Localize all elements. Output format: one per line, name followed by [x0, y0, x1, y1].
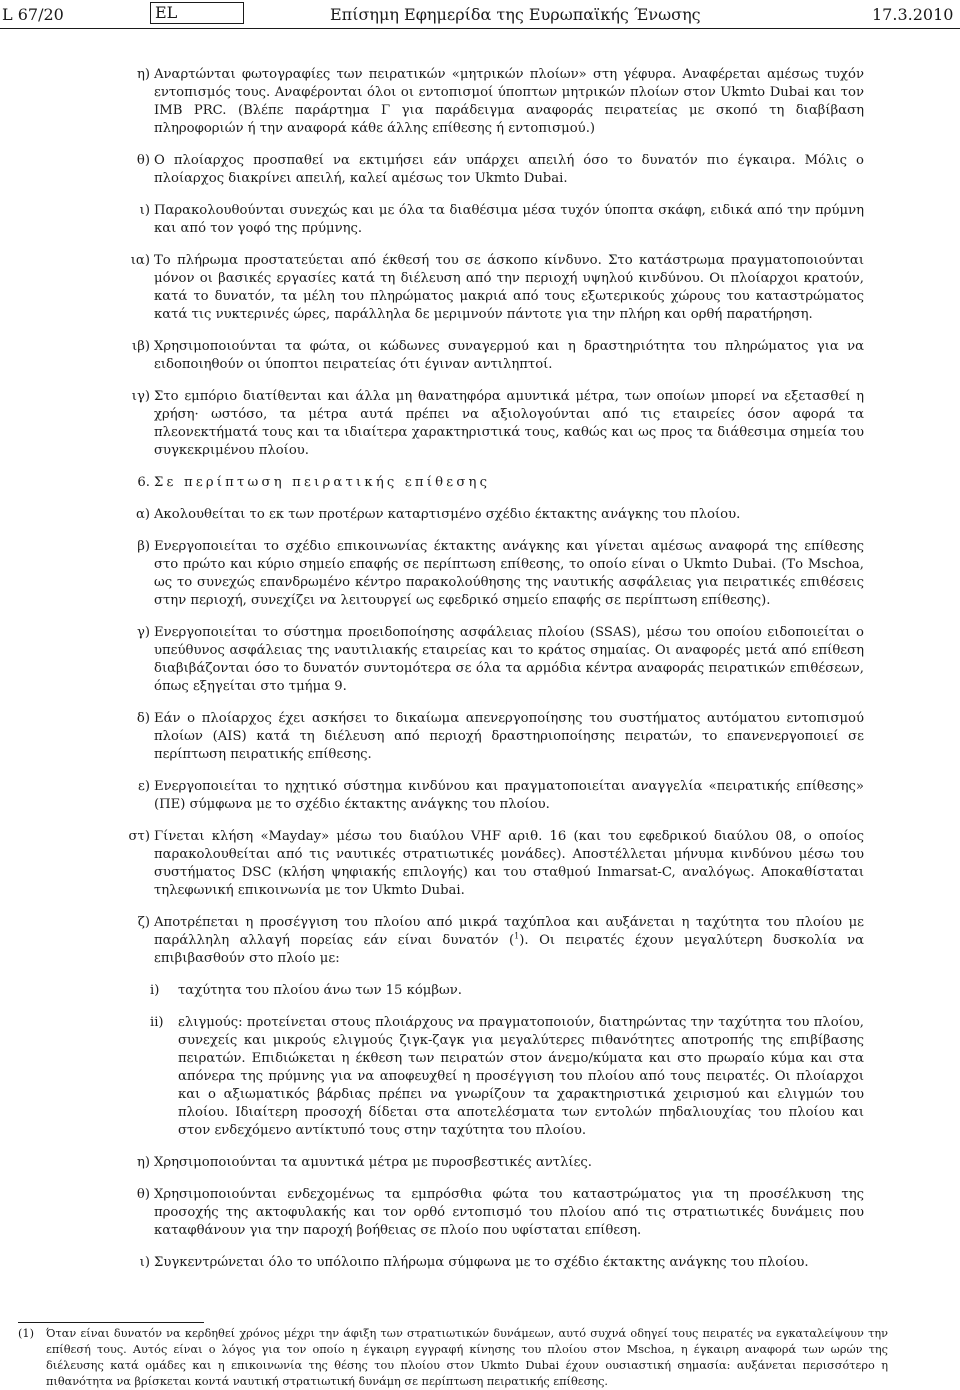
- list-item: ιβ) Χρησιμοποιούνται τα φώτα, οι κώδωνες συναγερμού και η δραστηριότητα του πληρώματος για να ειδοποιηθούν οι ύποπτοι πειρατείας ότι έγιναν αντιληπτοί.: [132, 339, 864, 372]
- footnote-rule: [18, 1322, 204, 1323]
- list-item: ι) Συγκεντρώνεται όλο το υπόλοιπο πλήρωμα σύμφωνα με το σχέδιο έκτακτης ανάγκης του πλοίου.: [139, 1255, 809, 1270]
- header-rule: [0, 28, 960, 29]
- list-item: στ) Γίνεται κλήση «Mayday» μέσω του διαύλου VHF αριθ. 16 (και του εφεδρικού διαύλου 08, ο οποίος παρακολουθείται από τις ναυτικές στρατιωτικές μονάδες). Αποστέλλεται μήνυμα κινδύνου μέσω του συστήματος DSC (κλήση ψηφιακής επιλογής) και του σταθμού Inmarsat-C, αναλόγως. Αποκαθίσταται τηλεφωνική επικοινωνία με τον Ukmto Dubai.: [128, 829, 864, 898]
- list-item: γ) Ενεργοποιείται το σύστημα προειδοποίησης ασφάλειας πλοίου (SSAS), μέσω του οποίου ειδοποιείται ο υπεύθυνος ασφάλειας της ναυτιλιακής εταιρείας και το κράτος σημαίας. Οι αναφορές μετά από επίθεση διαβιβάζονται όσο το δυνατόν συντομότερα σε όλα τα αρμόδια κέντρα αναφοράς πειρατικών επιθέσεων, όπως εξηγείται στο τμήμα 9.: [136, 625, 864, 694]
- sub-list-item: i) ταχύτητα του πλοίου άνω των 15 κόμβων.: [150, 983, 462, 998]
- footnote-reference: 1: [514, 931, 520, 941]
- list-item: η) Χρησιμοποιούνται τα αμυντικά μέτρα με πυροσβεστικές αντλίες.: [136, 1155, 593, 1170]
- publication-date: 17.3.2010: [872, 5, 954, 24]
- list-item: ια) Το πλήρωμα προστατεύεται από έκθεσή του σε άσκοπο κίνδυνο. Στο κατάστρωμα πραγματοποιούνται μόνον οι βασικές εργασίες κατά τη διέλευση από την περιοχή υψηλού κινδύνου. Οι πλοίαρχοι κρατούν, κατά το δυνατόν, τα μέλη του πληρώματος μακριά από τους εξωτερικούς χώρους του καταστρώματος κατά τις νυκτερινές ώρες, παράλληλα δε μεριμνούν πάντοτε για την πλήρη και ορθή παρατήρηση.: [130, 253, 864, 322]
- document-body: [108, 66, 864, 1286]
- list-item: β) Ενεργοποιείται το σχέδιο επικοινωνίας έκτακτης ανάγκης και γίνεται αμέσως αναφορά της επίθεσης στο πρώτο και κύριο σημείο επαφής σε περίπτωση επίθεσης, το οποίο είναι ο Ukmto Dubai. (Το Mschoa, ως το συνεχώς επανδρωμένο κέντρο παρακολούθησης της ναυτικής ασφάλειας για πειρατικές επιθέσεις στην περιοχή, συνεχίζει να λειτουργεί ως εφεδρικό σημείο επαφής σε περίπτωση επίθεσης).: [137, 539, 864, 608]
- language-badge: EL: [150, 2, 244, 24]
- page-header: [0, 0, 960, 26]
- list-item: ε) Ενεργοποιείται το ηχητικό σύστημα κινδύνου και πραγματοποιείται αναγγελία «πειρατικής επίθεσης» (ΠΕ) σύμφωνα με το σχέδιο έκτακτης ανάγκης του πλοίου.: [138, 779, 864, 812]
- list-item: θ) Χρησιμοποιούνται ενδεχομένως τα εμπρόσθια φώτα του καταστρώματος για τη προσέλκυση της προσοχής της ακτοφυλακής και τον ορθό εντοπισμό του πλοίου από τις στρατιωτικές δυνάμεις που καταφθάνουν για την παροχή βοήθειας σε πλοίο που υφίσταται επίθεση.: [136, 1187, 864, 1238]
- journal-title: Επίσημη Εφημερίδα της Ευρωπαϊκής Ένωσης: [330, 5, 701, 24]
- list-item: α) Ακολουθείται το εκ των προτέρων καταρτισμένο σχέδιο έκτακτης ανάγκης του πλοίου.: [135, 507, 741, 522]
- footnote: (1) Όταν είναι δυνατόν να κερδηθεί χρόνος μέχρι την άφιξη των στρατιωτικών δυνάμεων, αυτό συχνά οδηγεί τους πειρατές να εγκαταλείψουν την επίθεσή τους. Αυτός είναι ο λόγος για τον οποίο η έγκαιρη εγγραφή κίνησης του πλοίου στον Mschoa, η έγκαιρη αναφορά των ωρών της διέλευσης κατά ομάδες και η επικοινωνία της θέσης του πλοίου στον Ukmto Dubai έχουν ουσιαστική σημασία: αυξάνεται περισσότερο η πιθανότητα να βρίσκεται κοντά ναυτική στρατιωτική δυνάμη σε περίπτωση πειρατικής επίθεσης.: [18, 1327, 888, 1388]
- list-item: θ) Ο πλοίαρχος προσπαθεί να εκτιμήσει εάν υπάρχει απειλή όσο το δυνατόν πιο έγκαιρα. Μόλις ο πλοίαρχος διακρίνει απειλή, καλεί αμέσως τον Ukmto Dubai.: [136, 153, 864, 186]
- sub-list-item: ii) ελιγμούς: προτείνεται στους πλοιάρχους να πραγματοποιούν, διατηρώντας την ταχύτητα του πλοίου, συνεχείς και μικρούς ελιγμούς ζιγκ-ζαγκ για μεγαλύτερες πιθανότητες αποτροπής της επιβίβασης πειρατών. Επιδιώκεται η έκθεση των πειρατών στον άνεμο/κύματα και στο πρωραίο κύμα και στα απόνερα της πρύμνης για να αποφευχθεί η προσέγγιση του πλοίου από τους πειρατές. Οι πλοίαρχοι και ο αξιωματικός βάρδιας πρέπει να γνωρίζουν τα χαρακτηριστικά χειρισμού και ελιγμών του πλοίου. Ιδιαίτερη προσοχή δίδεται στα αποτελέσματα των εντολών πηδαλιουχίας του πλοίου και στον ενδεχόμενο αντίκτυπό τους στην ταχύτητα του πλοίου.: [150, 1015, 864, 1138]
- section-heading: 6. Σε περίπτωση πειρατικής επίθεσης: [137, 475, 491, 490]
- page-reference: L 67/20: [2, 5, 64, 24]
- list-item: ι) Παρακολουθούνται συνεχώς και με όλα τα διαθέσιμα μέσα τυχόν ύποπτα σκάφη, ειδικά από την πρύμνη και από τον γοφό της πρύμνης.: [139, 203, 864, 236]
- list-item: η) Αναρτώνται φωτογραφίες των πειρατικών «μητρικών πλοίων» στη γέφυρα. Αναφέρεται αμέσως τυχόν εντοπισμός τους. Αναφέρονται όλοι οι εντοπισμοί ύποπτων μητρικών πλοίων στον Ukmto Dubai και τον IMB PRC. (Βλέπε παράρτημα Γ για παράδειγμα αναφοράς πειρατείας με σκοπό τη διαβίβαση πληροφοριών ή την αναφορά κάθε άλλης επίθεσης ή εντοπισμού.): [136, 67, 864, 136]
- list-item: ζ) Αποτρέπεται η προσέγγιση του πλοίου από μικρά ταχύπλοα και αυξάνεται η ταχύτητα του πλοίου με παράλληλη αλλαγή πορείας εάν είναι δυνατόν ($^1$). Οι πειρατές έχουν μεγαλύτερη δυσκολία να επιβιβασθούν στο πλοίο με:: [137, 915, 864, 966]
- list-item: δ) Εάν ο πλοίαρχος έχει ασκήσει το δικαίωμα απενεργοποίησης του συστήματος αυτόματου εντοπισμού πλοίων (AIS) κατά τη διέλευση από περιοχή δραστηριοποίησης πειρατών, το επανενεργοποιεί σε περίπτωση πειρατικής επίθεσης.: [136, 711, 864, 762]
- list-item: ιγ) Στο εμπόριο διατίθενται και άλλα μη θανατηφόρα αμυντικά μέτρα, των οποίων μπορεί να εξετασθεί η χρήση· ωστόσο, τα μέτρα αυτά πρέπει να αξιολογούνται από τις εταιρείες όσον αφορά τα πλεονεκτήματά τους και τα ιδιαίτερα χαρακτηριστικά τους, καθώς και ως προς τα διάθεσιμα σημεία του συγκεκριμένου πλοίου.: [131, 389, 864, 458]
